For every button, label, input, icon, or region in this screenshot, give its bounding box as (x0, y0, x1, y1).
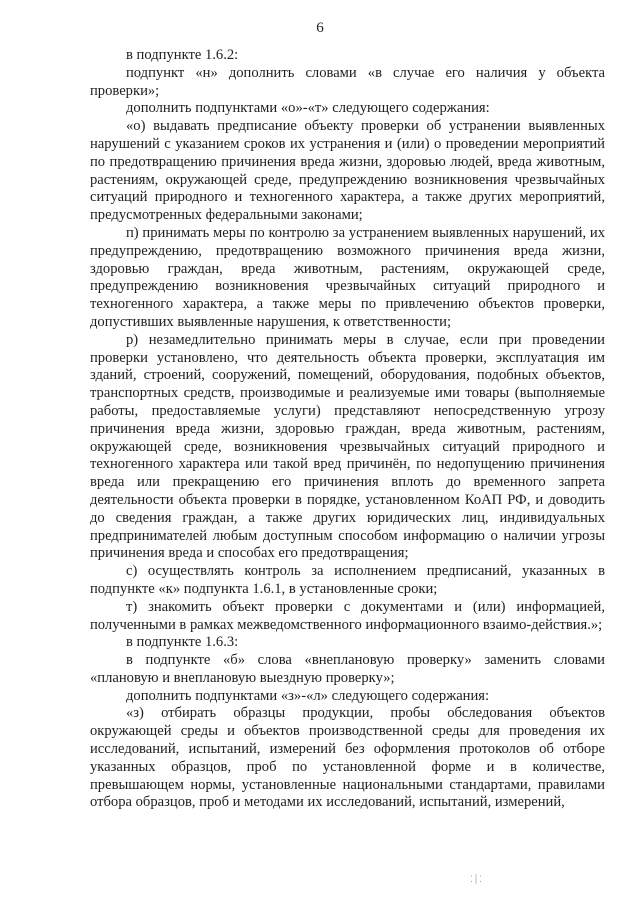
paragraph-item-o: «о) выдавать предписание объекту проверки об устранении выявленных нарушений с указанием сроков их устранения и (или) о проведении мероприятий по предотвращению причинения вреда жизни, здоровью людей, вреда животным, растениям, окружающей среде, предупреждению возникновения чрезвычайных ситуаций природного и техногенного характера, а также других мероприятий, предусмотренных федеральными законами; (90, 118, 605, 224)
paragraph-add-o-t-intro: дополнить подпунктами «о»-«т» следующего содержания: (126, 100, 490, 117)
document-body (90, 47, 605, 812)
paragraph-1-6-2-heading: в подпункте 1.6.2: (126, 47, 239, 63)
paragraph-add-z-l-intro: дополнить подпунктами «з»-«л» следующего содержания: (126, 687, 490, 704)
scan-speck: ⁚⸽⁚ (470, 874, 485, 884)
paragraph-item-z: «з) отбирать образцы продукции, пробы обследования объектов окружающей среды и объектов производственной среды для проведения их исследований, испытаний, измерений без оформления протоколов об отборе указанных образцов, проб по установленной форме и в количестве, превышающем нормы, установленные национальными стандартами, правилами отбора образцов, проб и методами их исследований, испытаний, измерений, (90, 705, 605, 811)
paragraph-subitem-n: подпункт «н» дополнить словами «в случае его наличия у объекта проверки»; (90, 64, 605, 99)
page-number: 6 (316, 20, 324, 36)
paragraph-item-t: т) знакомить объект проверки с документами и (или) информацией, полученными в рамках межведомственного информационного взаимо-действия.»; (90, 598, 605, 633)
paragraph-subitem-b: в подпункте «б» слова «внеплановую проверку» заменить словами «плановую и внеплановую выездную проверку»; (90, 652, 605, 686)
paragraph-item-r: р) незамедлительно принимать меры в случае, если при проведении проверки установлено, что деятельность объекта проверки, эксплуатация им зданий, строений, сооружений, помещений, оборудования, подобных объектов, транспортных средств, производимые и реализуемые ими товары (выполняемые работы, предоставляемые услуги) представляют непосредственную угрозу причинения вреда жизни, здоровью граждан, вреда животным, растениям, окружающей среде, возникновения чрезвычайных ситуаций природного и техногенного характера или такой вред причинён, по недопущению причинения вреда или прекращению его причинения вплоть до временного запрета деятельности объекта проверки в порядке, установленном КоАП РФ, и доводить до сведения граждан, а также других юридических лиц, индивидуальных предпринимателей любым доступным способом информацию о наличии угрозы причинения вреда и способах его предотвращения; (90, 331, 605, 562)
paragraph-item-s: с) осуществлять контроль за исполнением предписаний, указанных в подпункте «к» подпункта 1.6.1, в установленные сроки; (90, 563, 605, 597)
paragraph-item-p: п) принимать меры по контролю за устранением выявленных нарушений, их предупреждению, предотвращению возможного причинения вреда жизни, здоровью граждан, вреда животным, растениям, окружающей среде, предупреждению возникновения чрезвычайных ситуаций природного и техногенного характера, а также меры по привлечению объектов проверки, допустивших выявленные нарушения, к ответственности; (90, 224, 605, 330)
paragraph-1-6-3-heading: в подпункте 1.6.3: (126, 634, 239, 651)
